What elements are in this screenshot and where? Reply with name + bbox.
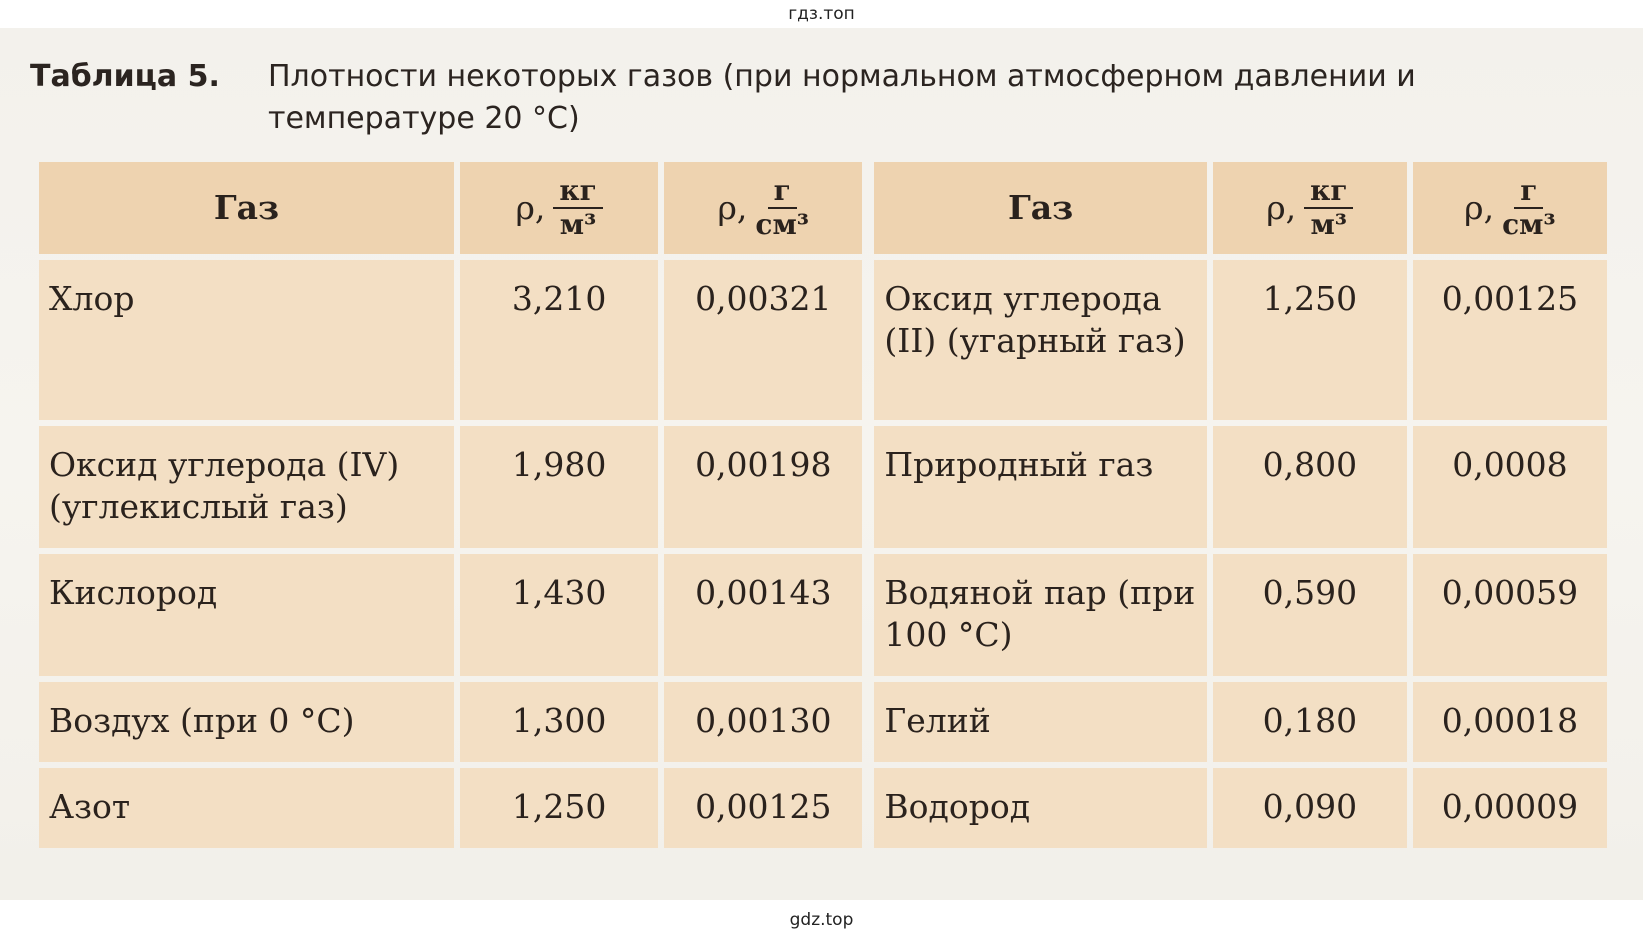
- table-caption-text: Плотности некоторых газов (при нормальном атмосферном давлении и температуре 20 °С): [268, 59, 1416, 136]
- density-kg-m3-cell: 3,210: [460, 260, 658, 420]
- gas-name-cell: Водород: [874, 768, 1206, 848]
- density-g-cm3-cell: 0,00321: [664, 260, 862, 420]
- density-g-cm3-cell: 0,00125: [1413, 260, 1607, 420]
- density-kg-m3-cell: 1,250: [1213, 260, 1407, 420]
- density-kg-m3-cell: 1,250: [460, 768, 658, 848]
- header-density-kg-m3-right: ρ, $\frac{кг}{\text{м³}}$: [1213, 162, 1407, 254]
- table-row: [39, 768, 1607, 848]
- density-g-cm3-cell: 0,00130: [664, 682, 862, 762]
- gas-name-cell: Хлор: [39, 260, 454, 420]
- watermark-bottom: gdz.top: [789, 910, 854, 930]
- header-gas-left: Газ: [39, 162, 454, 254]
- density-kg-m3-cell: 0,590: [1213, 554, 1407, 676]
- gas-name-cell: Оксид углерода (II) (угарный газ): [874, 260, 1206, 420]
- header-density-kg-m3-left: ρ, $\frac{кг}{\text{м³}}$: [460, 162, 658, 254]
- gas-name-cell: Водяной пар (при 100 °С): [874, 554, 1206, 676]
- gas-name-cell: Оксид углерода (IV) (углекислый газ): [39, 426, 454, 548]
- density-g-cm3-cell: 0,00143: [664, 554, 862, 676]
- gas-name-cell: Воздух (при 0 °С): [39, 682, 454, 762]
- density-kg-m3-cell: 0,090: [1213, 768, 1407, 848]
- header-density-g-cm3-right: ρ, $\frac{г}{\text{см³}}$: [1413, 162, 1607, 254]
- density-kg-m3-cell: 1,980: [460, 426, 658, 548]
- density-kg-m3-cell: 1,300: [460, 682, 658, 762]
- header-density-g-cm3-left: ρ, $\frac{г}{\text{см³}}$: [664, 162, 862, 254]
- density-g-cm3-cell: 0,00009: [1413, 768, 1607, 848]
- gas-name-cell: Кислород: [39, 554, 454, 676]
- density-kg-m3-cell: 1,430: [460, 554, 658, 676]
- gas-density-table: [33, 156, 1613, 854]
- textbook-page: [0, 28, 1643, 900]
- density-g-cm3-cell: 0,00198: [664, 426, 862, 548]
- density-g-cm3-cell: 0,0008: [1413, 426, 1607, 548]
- density-kg-m3-cell: 0,800: [1213, 426, 1407, 548]
- table-row: [39, 554, 1607, 676]
- watermark-top: гдз.топ: [788, 4, 855, 24]
- header-row: [39, 162, 1607, 254]
- header-gas-right: Газ: [874, 162, 1206, 254]
- gas-name-cell: Природный газ: [874, 426, 1206, 548]
- density-kg-m3-cell: 0,180: [1213, 682, 1407, 762]
- gas-name-cell: Гелий: [874, 682, 1206, 762]
- density-g-cm3-cell: 0,00018: [1413, 682, 1607, 762]
- density-g-cm3-cell: 0,00125: [664, 768, 862, 848]
- table-caption-label: Таблица 5.: [30, 59, 220, 94]
- gas-name-cell: Азот: [39, 768, 454, 848]
- table-row: [39, 426, 1607, 548]
- table-row: [39, 260, 1607, 420]
- table-row: [39, 682, 1607, 762]
- density-g-cm3-cell: 0,00059: [1413, 554, 1607, 676]
